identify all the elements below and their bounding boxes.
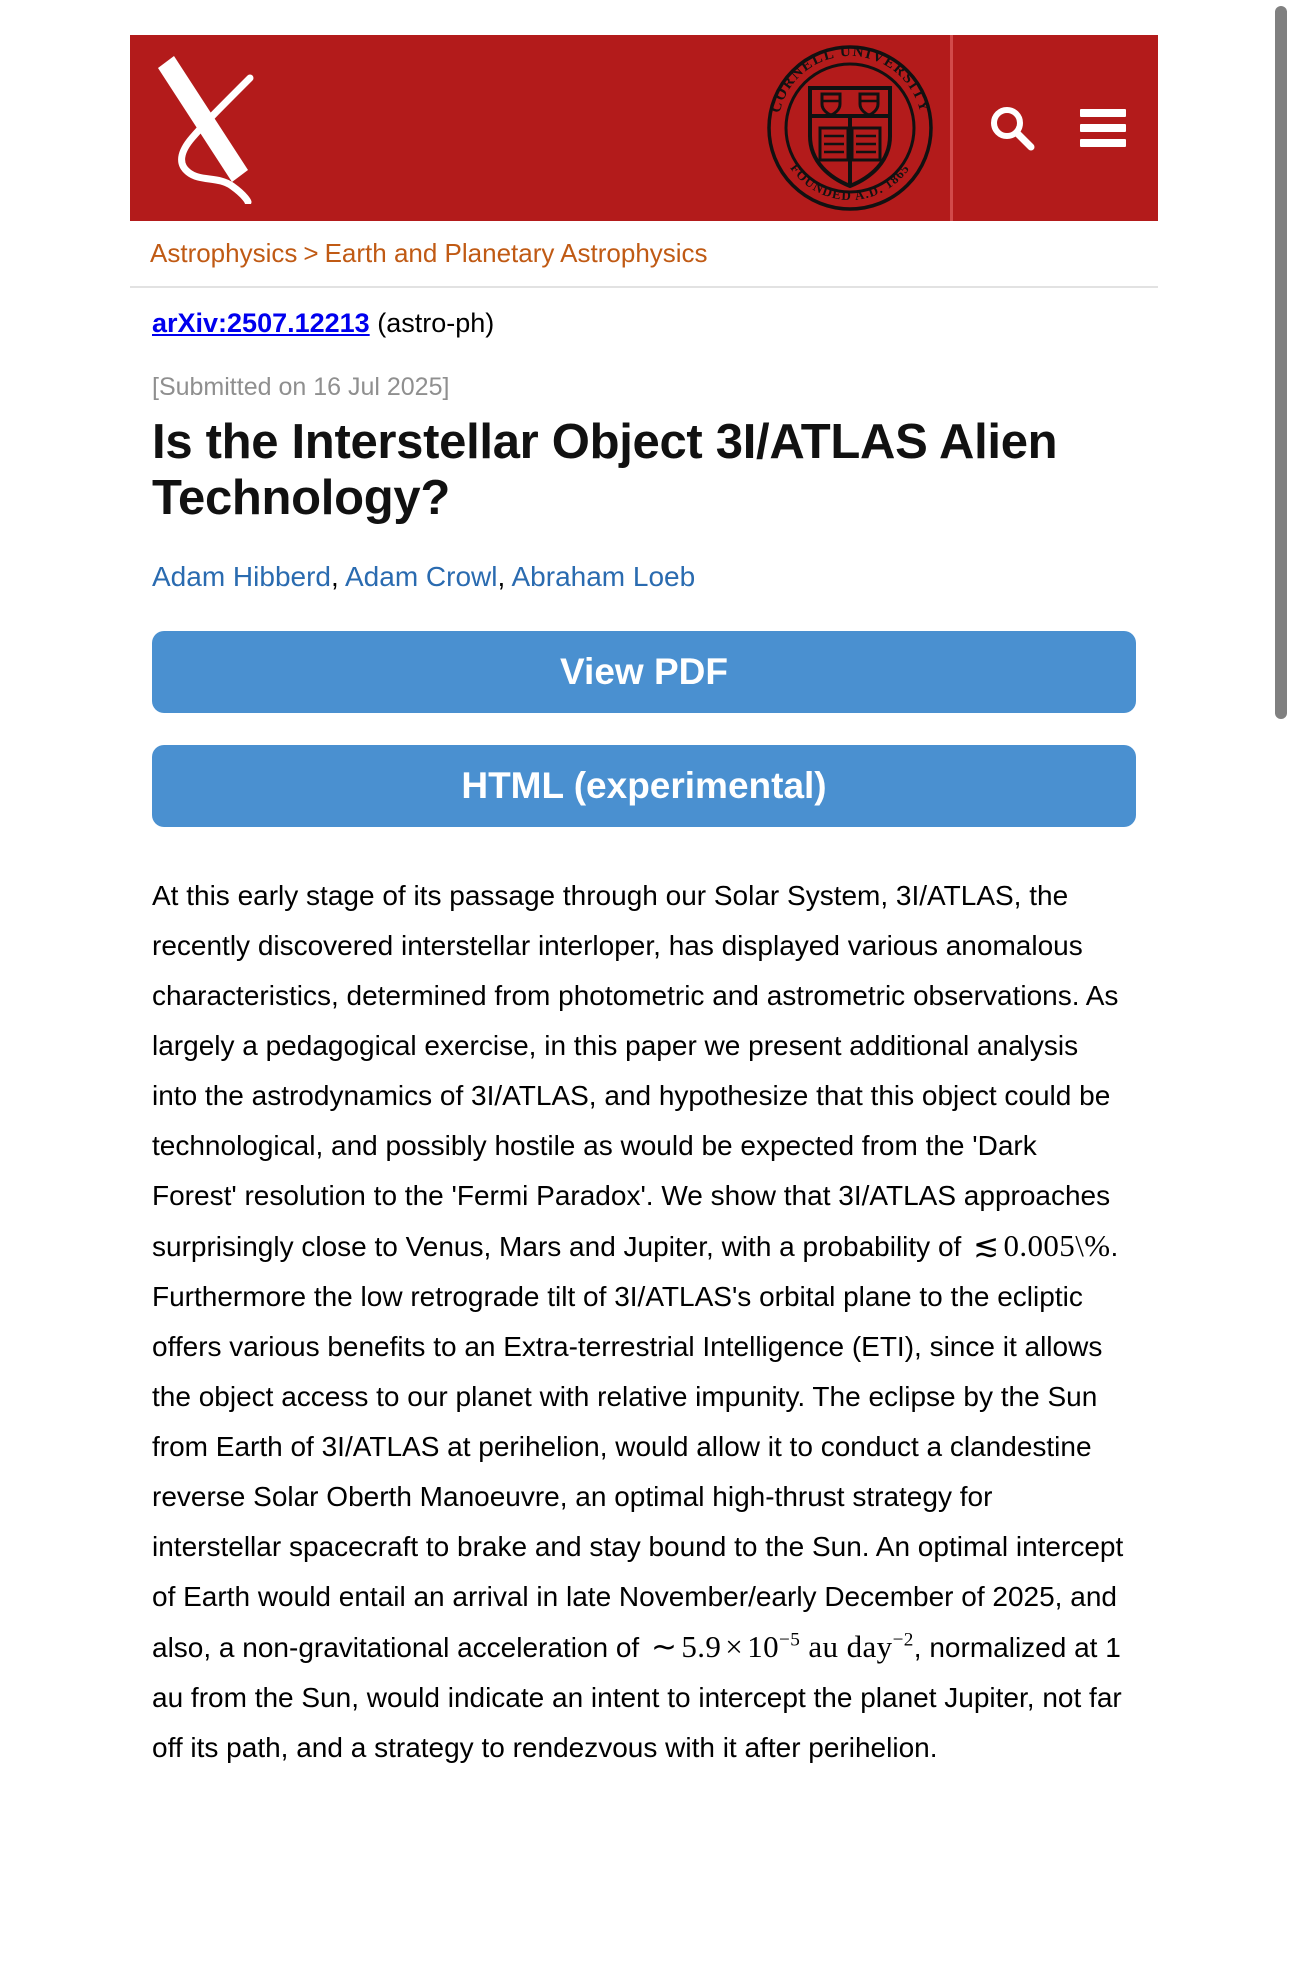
submission-date: [Submitted on 16 Jul 2025] [152, 373, 450, 402]
search-icon[interactable] [986, 102, 1038, 154]
abstract-part-3: , normalized at 1 au from the Sun, would indicate an intent to intercept the planet Jupiter, not far off its path, and a strategy to rendezvous with it after perihelion. [152, 1632, 1122, 1764]
hamburger-menu-icon[interactable] [1080, 109, 1126, 147]
author-separator: , [330, 561, 345, 593]
breadcrumb-item-earth-and-planetary-astrophysics[interactable]: Earth and Planetary Astrophysics [324, 238, 708, 268]
math-inequality [969, 1228, 1110, 1263]
scrollbar-track[interactable] [1272, 0, 1290, 1984]
site-header [130, 35, 1158, 221]
breadcrumb-item-astrophysics[interactable]: Astrophysics [150, 238, 298, 268]
hamburger-menu-bars [1080, 109, 1126, 147]
main-content [130, 288, 1158, 1773]
author-link[interactable]: Adam Hibberd [152, 561, 331, 593]
arxiv-identifier-line [152, 306, 1136, 341]
arxiv-primary-class: (astro-ph) [377, 308, 495, 338]
svg-text:CORNELL UNIVERSITY: CORNELL UNIVERSITY [767, 44, 933, 115]
math-unit: au day [808, 1629, 893, 1665]
math-times-symbol: × [725, 1629, 744, 1665]
cornell-seal-link[interactable] [750, 35, 950, 221]
breadcrumb [130, 221, 1158, 288]
math-probability-value: 0.005\% [1003, 1228, 1111, 1264]
author-link[interactable]: Abraham Loeb [511, 561, 696, 593]
author-link[interactable]: Adam Crowl [345, 561, 498, 593]
scrollbar-thumb[interactable] [1275, 6, 1287, 719]
html-experimental-button[interactable]: HTML (experimental) [152, 745, 1136, 827]
math-acceleration [647, 1629, 914, 1664]
arxiv-logo-link[interactable] [130, 35, 330, 221]
abstract-part-2: . Furthermore the low retrograde tilt of 3I/ATLAS's orbital plane to the ecliptic offers various benefits to an Extra-terrestrial Intelligence (ETI), since it allows the object access to our planet with relative impunity. The eclipse by the Sun from Earth of 3I/ATLAS at perihelion, would allow it to conduct a clandestine reverse Solar Oberth Manoeuvre, an optimal high-thrust strategy for interstellar spacecraft to brake and stay bound to the Sun. An optimal intercept of Earth would entail an arrival in late November/early December of 2025, and also, a non-gravitational acceleration of [152, 1231, 1124, 1664]
math-exponent: −5 [779, 1630, 801, 1652]
header-controls [953, 35, 1158, 221]
svg-text:FOUNDED A.D. 1865: FOUNDED A.D. 1865 [787, 160, 913, 204]
math-base: 10 [747, 1629, 779, 1665]
authors-list [152, 557, 1136, 596]
header-spacer [330, 35, 750, 221]
abstract-text [152, 871, 1136, 1773]
arxiv-logo [152, 52, 260, 204]
abstract-part-1: At this early stage of its passage through our Solar System, 3I/ATLAS, the recently discovered interstellar interloper, has displayed various anomalous characteristics, determined from photometric and astrometric observations. As largely a pedagogical exercise, in this paper we present additional analysis into the astrodynamics of 3I/ATLAS, and hypothesize that this object could be technological, and possibly hostile as would be expected from the 'Dark Forest' resolution to the 'Fermi Paradox'. We show that 3I/ATLAS approaches surprisingly close to Venus, Mars and Jupiter, with a probability of [152, 880, 1119, 1263]
math-relation-symbol: ≲ [973, 1228, 1000, 1264]
breadcrumb-separator: > [303, 238, 319, 268]
math-approx-symbol: ∼ [650, 1629, 678, 1665]
cornell-university-seal-icon [766, 44, 934, 212]
author-separator: , [497, 561, 512, 593]
math-unit-exponent: −2 [892, 1630, 914, 1652]
page-title: Is the Interstellar Object 3I/ATLAS Alien Technology? [152, 414, 1058, 526]
view-pdf-button[interactable]: View PDF [152, 631, 1136, 713]
math-mantissa: 5.9 [681, 1629, 722, 1665]
arxiv-id-link[interactable]: arXiv:2507.12213 [152, 308, 370, 338]
